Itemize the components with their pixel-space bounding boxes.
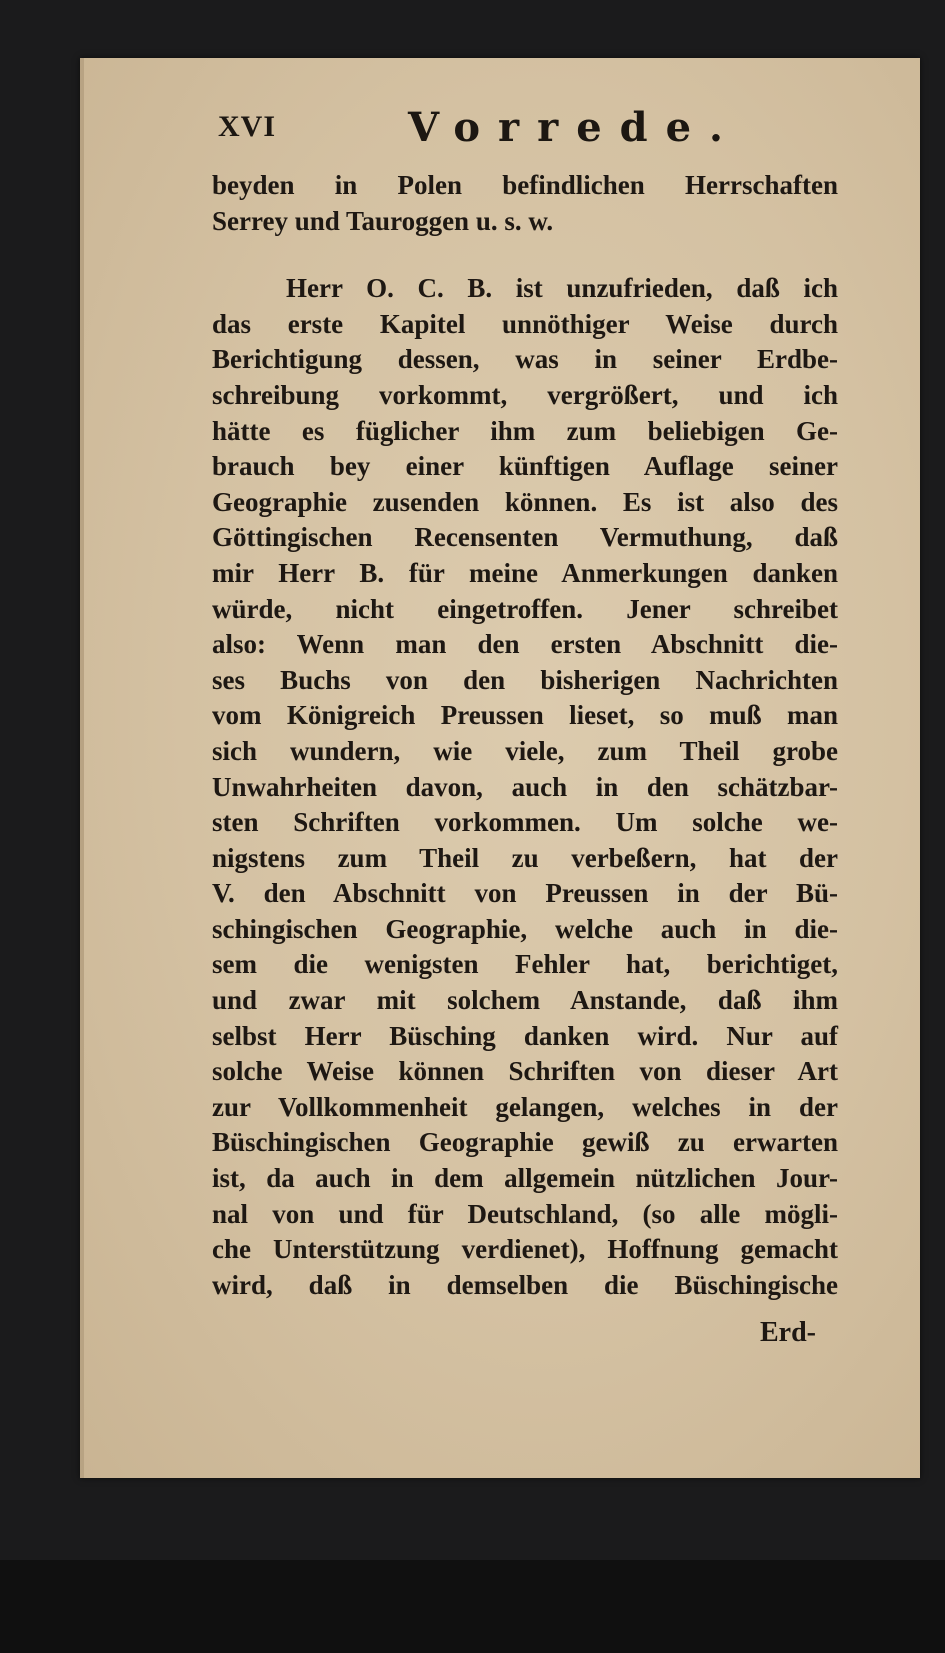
text-line: Geographie zusenden können. Es ist also des bbox=[212, 486, 838, 517]
text-line: beyden in Polen befindlichen Herrschaften bbox=[212, 170, 838, 200]
text-line: Göttingischen Recensenten Vermuthung, daß bbox=[212, 522, 838, 553]
text-line: würde, nicht eingetroffen. Jener schreibet bbox=[212, 593, 838, 624]
text-line: selbst Herr Büsching danken wird. Nur auf bbox=[212, 1020, 838, 1051]
text-line: hätte es füglicher ihm zum beliebigen Ge- bbox=[212, 415, 838, 446]
text-line: Herr O. C. B. ist unzufrieden, daß ich bbox=[286, 273, 838, 304]
text-line: zur Vollkommenheit gelangen, welches in der bbox=[212, 1091, 838, 1122]
text-line: Berichtigung dessen, was in seiner Erdbe- bbox=[212, 344, 838, 375]
text-line: schingischen Geographie, welche auch in die- bbox=[212, 913, 838, 944]
text-line: vom Königreich Preussen lieset, so muß man bbox=[212, 700, 838, 731]
text-line: schreibung vorkommt, vergrößert, und ich bbox=[212, 379, 838, 410]
scan-background bbox=[0, 1560, 945, 1653]
text-line: Unwahrheiten davon, auch in den schätzbar- bbox=[212, 771, 838, 802]
text-line: brauch bey einer künftigen Auflage seiner bbox=[212, 451, 838, 482]
page-header bbox=[210, 104, 840, 154]
text-line: ses Buchs von den bisherigen Nachrichten bbox=[212, 664, 838, 695]
body-text bbox=[212, 170, 838, 1305]
text-line: V. den Abschnitt von Preussen in der Bü- bbox=[212, 878, 838, 909]
text-line: das erste Kapitel unnöthiger Weise durch bbox=[212, 308, 838, 339]
text-line: und zwar mit solchem Anstande, daß ihm bbox=[212, 985, 838, 1016]
text-line: nigstens zum Theil zu verbeßern, hat der bbox=[212, 842, 838, 873]
text-line: mir Herr B. für meine Anmerkungen danken bbox=[212, 557, 838, 588]
text-line: sem die wenigsten Fehler hat, berichtiget, bbox=[212, 949, 838, 980]
text-line: sten Schriften vorkommen. Um solche we- bbox=[212, 807, 838, 838]
text-line: Büschingischen Geographie gewiß zu erwarten bbox=[212, 1127, 838, 1158]
text-line: Serrey und Tauroggen u. s. w. bbox=[212, 205, 554, 236]
page-edge bbox=[80, 58, 84, 1478]
page-number: XVI bbox=[218, 110, 277, 143]
text-line: che Unterstützung verdienet), Hoffnung gemacht bbox=[212, 1234, 838, 1265]
text-line: nal von und für Deutschland, (so alle mögli- bbox=[212, 1198, 838, 1229]
text-line: ist, da auch in dem allgemein nützlichen Jour- bbox=[212, 1163, 838, 1194]
text-line: also: Wenn man den ersten Abschnitt die- bbox=[212, 629, 838, 660]
text-line: wird, daß in demselben die Büschingische bbox=[212, 1269, 838, 1300]
text-line: sich wundern, wie viele, zum Theil grobe bbox=[212, 735, 838, 766]
catchword: Erd- bbox=[760, 1317, 816, 1348]
running-title: Vorrede. bbox=[408, 104, 741, 151]
text-line: solche Weise können Schriften von dieser Art bbox=[212, 1056, 838, 1087]
